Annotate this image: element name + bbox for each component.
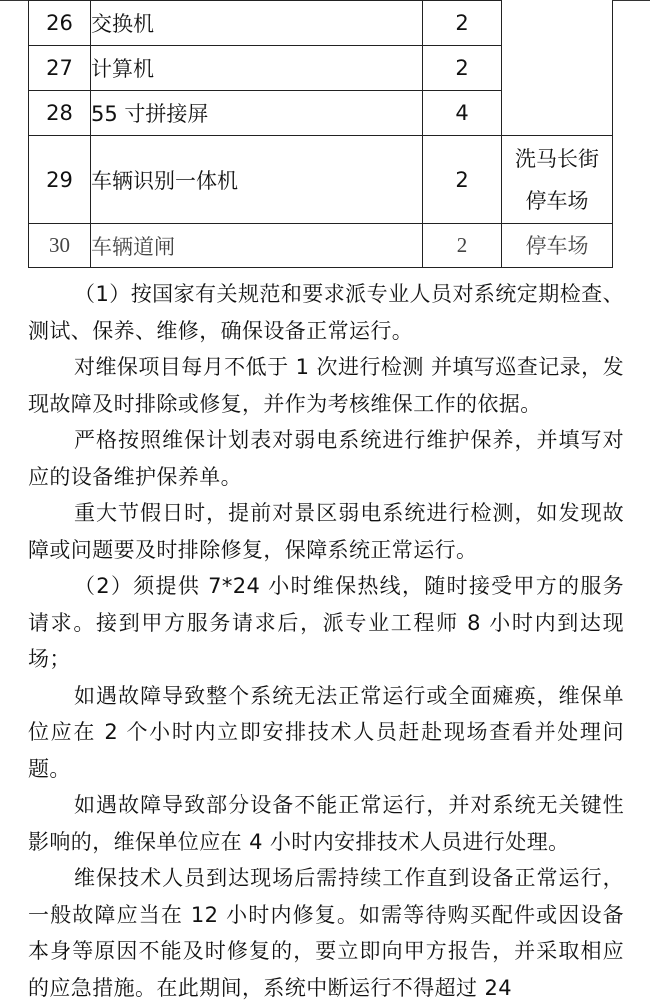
top-rule-left [0, 0, 28, 1]
equipment-name: 55 寸拼接屏 [91, 91, 423, 136]
row-number: 28 [29, 91, 91, 136]
location-line-1: 洗马长街 [515, 146, 599, 171]
table-row [29, 224, 613, 268]
row-number: 30 [29, 224, 91, 268]
equipment-name: 交换机 [91, 1, 423, 46]
location-line-2: 停车场 [525, 188, 589, 213]
equipment-location: 停车场 [502, 224, 613, 268]
paragraph: 维保技术人员到达现场后需持续工作直到设备正常运行，一般故障应当在 12 小时内修复。如需等待购买配件或因设备本身等原因不能及时修复的，要立即向甲方报告，并采取相应的应急措施。在此期间，系统中断运行不得超过 24 [28, 866, 624, 1000]
paragraph: （1）按国家有关规范和要求派专业人员对系统定期检查、测试、保养、维修，确保设备正常运行。 [28, 282, 624, 343]
paragraph: 如遇故障导致部分设备不能正常运行，并对系统无关键性影响的，维保单位应在 4 小时内安排技术人员进行处理。 [28, 793, 624, 854]
paragraph: 重大节假日时，提前对景区弱电系统进行检测，如发现故障或问题要及时排除修复，保障系统正常运行。 [28, 501, 624, 562]
row-number: 29 [29, 136, 91, 224]
paragraph: 严格按照维保计划表对弱电系统进行维护保养，并填写对应的设备维护保养单。 [28, 428, 624, 489]
paragraph: 对维保项目每月不低于 1 次进行检测 并填写巡查记录，发现故障及时排除或修复，并作为考核维保工作的依据。 [28, 355, 624, 416]
equipment-quantity: 2 [423, 1, 502, 46]
equipment-name: 车辆识别一体机 [91, 136, 423, 224]
location-cell-empty [502, 1, 613, 136]
equipment-quantity: 4 [423, 91, 502, 136]
equipment-table [28, 0, 613, 268]
paragraph: （2）须提供 7*24 小时维保热线，随时接受甲方的服务请求。接到甲方服务请求后，派专业工程师 8 小时内到达现场； [28, 574, 624, 671]
table-row [29, 1, 613, 46]
equipment-name: 车辆道闸 [91, 224, 423, 268]
equipment-name: 计算机 [91, 46, 423, 91]
equipment-quantity: 2 [423, 46, 502, 91]
equipment-quantity: 2 [423, 136, 502, 224]
row-number: 27 [29, 46, 91, 91]
equipment-location [502, 136, 613, 224]
top-rule-right [612, 0, 650, 1]
paragraph: 如遇故障导致整个系统无法正常运行或全面瘫痪，维保单位应在 2 个小时内立即安排技术人员赶赴现场查看并处理问题。 [28, 683, 624, 781]
equipment-quantity: 2 [423, 224, 502, 268]
body-text [28, 276, 624, 1006]
row-number: 26 [29, 1, 91, 46]
table-row [29, 136, 613, 224]
